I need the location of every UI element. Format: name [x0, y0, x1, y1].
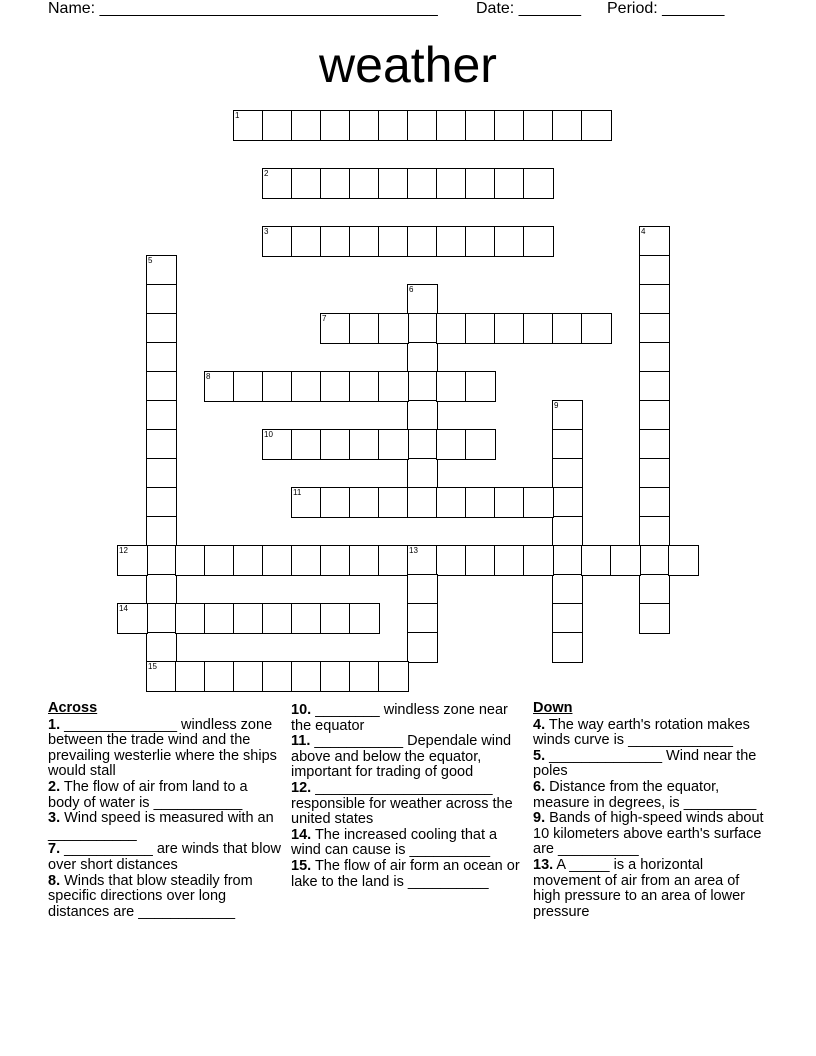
grid-cell[interactable]	[639, 400, 670, 431]
grid-cell[interactable]	[233, 661, 264, 692]
clue-item-number: 2.	[48, 778, 61, 795]
grid-cell[interactable]	[552, 458, 583, 489]
grid-cell[interactable]	[291, 429, 322, 460]
grid-cell[interactable]	[320, 313, 351, 344]
grid-cell[interactable]	[175, 603, 206, 634]
grid-cell[interactable]	[204, 661, 235, 692]
clue-item-text: ______________ Wind near the poles	[533, 747, 757, 780]
grid-cell[interactable]	[494, 487, 525, 518]
grid-cell[interactable]	[349, 226, 380, 257]
clue-number: 10	[264, 430, 273, 439]
page-title: weather	[319, 37, 497, 93]
grid-cell[interactable]	[668, 545, 699, 576]
grid-cell[interactable]	[117, 603, 148, 634]
clue-item-text: The increased cooling that a wind can cause is __________	[291, 826, 498, 859]
grid-cell[interactable]	[262, 371, 293, 402]
grid-cell[interactable]	[465, 110, 496, 141]
clue-item-number: 5.	[533, 747, 546, 764]
clue-item	[533, 780, 767, 811]
grid-cell[interactable]	[639, 574, 670, 605]
grid-cell[interactable]	[639, 226, 670, 257]
grid-cell[interactable]	[262, 545, 293, 576]
grid-cell[interactable]	[378, 429, 409, 460]
clue-item-text: ___________ are winds that blow over short distances	[48, 841, 281, 873]
grid-cell[interactable]	[378, 371, 409, 402]
clue-item-text: Winds that blow steadily from specific directions over long distances are ____________	[48, 872, 253, 920]
grid-cell[interactable]	[378, 168, 409, 199]
grid-cell[interactable]	[523, 168, 554, 199]
grid-cell[interactable]	[146, 661, 177, 692]
down-clue-list	[533, 718, 767, 921]
grid-cell[interactable]	[146, 516, 177, 547]
grid-cell[interactable]	[494, 226, 525, 257]
clue-item-text: ___________ Dependale wind above and below the equator, important for trading of good	[291, 733, 512, 781]
grid-cell[interactable]	[639, 603, 670, 634]
across-clues	[48, 701, 282, 920]
clue-item	[533, 858, 767, 920]
clue-number: 15	[148, 662, 157, 671]
grid-cell[interactable]	[407, 342, 438, 373]
clue-item	[291, 859, 525, 890]
grid-cell[interactable]	[552, 313, 583, 344]
name-field[interactable]: Name: ______________________________________	[48, 0, 438, 17]
grid-cell[interactable]	[610, 545, 641, 576]
grid-cell[interactable]	[146, 603, 177, 634]
clue-number: 8	[206, 372, 211, 381]
grid-cell[interactable]	[349, 661, 380, 692]
grid-cell[interactable]	[146, 545, 177, 576]
clue-item	[291, 734, 525, 781]
grid-cell[interactable]	[552, 487, 583, 518]
grid-cell[interactable]	[407, 429, 438, 460]
grid-cell[interactable]	[552, 574, 583, 605]
grid-cell[interactable]	[465, 313, 496, 344]
grid-cell[interactable]	[552, 632, 583, 663]
across-clue-list-continued	[291, 703, 525, 890]
grid-cell[interactable]	[407, 284, 438, 315]
grid-cell[interactable]	[407, 400, 438, 431]
grid-cell[interactable]	[291, 603, 322, 634]
grid-cell[interactable]	[523, 110, 554, 141]
grid-cell[interactable]	[407, 313, 438, 344]
grid-cell[interactable]	[639, 516, 670, 547]
grid-cell[interactable]	[349, 313, 380, 344]
grid-cell[interactable]	[320, 487, 351, 518]
grid-cell[interactable]	[552, 400, 583, 431]
clue-item-number: 13.	[533, 856, 554, 873]
grid-cell[interactable]	[465, 168, 496, 199]
grid-cell[interactable]	[291, 226, 322, 257]
grid-cell[interactable]	[436, 371, 467, 402]
grid-cell[interactable]	[146, 400, 177, 431]
grid-cell[interactable]	[378, 313, 409, 344]
grid-cell[interactable]	[407, 226, 438, 257]
grid-cell[interactable]	[407, 371, 438, 402]
grid-cell[interactable]	[204, 371, 235, 402]
grid-cell[interactable]	[146, 371, 177, 402]
grid-cell[interactable]	[146, 284, 177, 315]
grid-cell[interactable]	[233, 603, 264, 634]
clue-number: 5	[148, 256, 153, 265]
across-clues-continued	[291, 703, 525, 890]
grid-cell[interactable]	[436, 429, 467, 460]
grid-cell[interactable]	[436, 487, 467, 518]
grid-cell[interactable]	[146, 255, 177, 286]
grid-cell[interactable]	[639, 458, 670, 489]
grid-cell[interactable]	[378, 226, 409, 257]
clue-item	[291, 703, 525, 734]
grid-cell[interactable]	[523, 313, 554, 344]
grid-cell[interactable]	[320, 429, 351, 460]
grid-cell[interactable]	[349, 110, 380, 141]
grid-cell[interactable]	[262, 661, 293, 692]
grid-cell[interactable]	[639, 545, 670, 576]
clue-item-number: 12.	[291, 779, 312, 796]
grid-cell[interactable]	[494, 110, 525, 141]
clue-item-number: 11.	[291, 733, 311, 750]
clue-item	[533, 718, 767, 749]
grid-cell[interactable]	[436, 545, 467, 576]
clue-item-text: Bands of high-speed winds about 10 kilometers above earth's surface are __________	[533, 810, 764, 858]
clue-item-number: 9.	[533, 810, 546, 827]
grid-cell[interactable]	[320, 603, 351, 634]
clue-item-number: 10.	[291, 702, 312, 718]
grid-cell[interactable]	[552, 110, 583, 141]
grid-cell[interactable]	[262, 603, 293, 634]
down-clues	[533, 701, 767, 920]
grid-cell[interactable]	[407, 168, 438, 199]
grid-cell[interactable]	[494, 313, 525, 344]
grid-cell[interactable]	[436, 168, 467, 199]
clue-item-text: A _____ is a horizontal movement of air from an area of high pressure to an area of lower pressure	[533, 856, 745, 920]
clue-number: 13	[409, 546, 418, 555]
clue-item-number: 3.	[48, 810, 61, 827]
grid-cell[interactable]	[552, 429, 583, 460]
grid-cell[interactable]	[146, 574, 177, 605]
clue-number: 3	[264, 227, 269, 236]
grid-cell[interactable]	[233, 545, 264, 576]
grid-cell[interactable]	[581, 545, 612, 576]
grid-cell[interactable]	[407, 110, 438, 141]
clue-item	[48, 811, 282, 842]
grid-cell[interactable]	[349, 371, 380, 402]
grid-cell[interactable]	[204, 545, 235, 576]
grid-cell[interactable]	[233, 110, 264, 141]
grid-cell[interactable]	[262, 110, 293, 141]
grid-cell[interactable]	[523, 226, 554, 257]
clue-item-number: 8.	[48, 872, 61, 889]
clue-item-number: 1.	[48, 716, 61, 733]
clue-number: 12	[119, 546, 128, 555]
clue-item	[48, 718, 282, 780]
grid-cell[interactable]	[639, 429, 670, 460]
grid-cell[interactable]	[378, 661, 409, 692]
clue-item-text: Distance from the equator, measure in degrees, is _________	[533, 778, 757, 811]
grid-cell[interactable]	[552, 545, 583, 576]
grid-cell[interactable]	[349, 429, 380, 460]
grid-cell[interactable]	[639, 487, 670, 518]
grid-cell[interactable]	[523, 487, 554, 518]
grid-cell[interactable]	[465, 226, 496, 257]
grid-cell[interactable]	[175, 545, 206, 576]
grid-cell[interactable]	[349, 487, 380, 518]
across-clue-list	[48, 718, 282, 921]
clue-item-number: 4.	[533, 716, 546, 733]
grid-cell[interactable]	[378, 545, 409, 576]
clue-number: 7	[322, 314, 327, 323]
clue-number: 6	[409, 285, 414, 294]
clue-item	[533, 749, 767, 780]
grid-cell[interactable]	[407, 574, 438, 605]
grid-cell[interactable]	[639, 255, 670, 286]
grid-cell[interactable]	[146, 313, 177, 344]
clue-number: 11	[293, 488, 302, 497]
grid-cell[interactable]	[378, 487, 409, 518]
clue-item-text: ______________ windless zone between the trade wind and the prevailing westerlie where the ships would stall	[48, 716, 277, 780]
grid-cell[interactable]	[117, 545, 148, 576]
grid-cell[interactable]	[465, 545, 496, 576]
grid-cell[interactable]	[494, 545, 525, 576]
grid-cell[interactable]	[146, 429, 177, 460]
grid-cell[interactable]	[407, 487, 438, 518]
grid-cell[interactable]	[494, 168, 525, 199]
grid-cell[interactable]	[552, 516, 583, 547]
grid-cell[interactable]	[639, 342, 670, 373]
grid-cell[interactable]	[523, 545, 554, 576]
grid-cell[interactable]	[146, 342, 177, 373]
clue-number: 9	[554, 401, 559, 410]
clue-number: 4	[641, 227, 646, 236]
clue-item-number: 14.	[291, 826, 312, 843]
clue-number: 1	[235, 111, 240, 120]
grid-cell[interactable]	[262, 226, 293, 257]
grid-cell[interactable]	[552, 603, 583, 634]
grid-cell[interactable]	[465, 429, 496, 460]
clue-number: 14	[119, 604, 128, 613]
grid-cell[interactable]	[320, 661, 351, 692]
grid-cell[interactable]	[320, 371, 351, 402]
grid-cell[interactable]	[291, 545, 322, 576]
grid-cell[interactable]	[349, 603, 380, 634]
across-heading: Across	[48, 700, 98, 716]
grid-cell[interactable]	[407, 603, 438, 634]
grid-cell[interactable]	[320, 226, 351, 257]
grid-cell[interactable]	[320, 168, 351, 199]
grid-cell[interactable]	[291, 371, 322, 402]
grid-cell[interactable]	[204, 603, 235, 634]
date-field[interactable]: Date: _______	[476, 0, 581, 17]
grid-cell[interactable]	[291, 110, 322, 141]
grid-cell[interactable]	[639, 284, 670, 315]
grid-cell[interactable]	[436, 226, 467, 257]
clue-item-number: 15.	[291, 857, 312, 874]
grid-cell[interactable]	[639, 371, 670, 402]
period-field[interactable]: Period: _______	[607, 0, 725, 17]
grid-cell[interactable]	[146, 487, 177, 518]
grid-cell[interactable]	[436, 313, 467, 344]
grid-cell[interactable]	[465, 371, 496, 402]
grid-cell[interactable]	[407, 545, 438, 576]
grid-cell[interactable]	[233, 371, 264, 402]
grid-cell[interactable]	[407, 632, 438, 663]
grid-cell[interactable]	[262, 429, 293, 460]
clue-item-text: The way earth's rotation makes winds curve is _____________	[533, 716, 750, 749]
clue-item-text: ______________________ responsible for weather across the united states	[291, 779, 513, 828]
grid-cell[interactable]	[320, 545, 351, 576]
clue-item	[48, 842, 282, 873]
clue-item	[291, 828, 525, 859]
grid-cell[interactable]	[639, 313, 670, 344]
grid-cell[interactable]	[291, 487, 322, 518]
grid-cell[interactable]	[291, 168, 322, 199]
clue-item-text: The flow of air form an ocean or lake to the land is __________	[291, 857, 520, 890]
clue-item	[291, 781, 525, 828]
down-heading: Down	[533, 700, 573, 716]
grid-cell[interactable]	[349, 545, 380, 576]
clue-item	[48, 780, 282, 811]
clue-item-number: 7.	[48, 841, 61, 858]
grid-cell[interactable]	[465, 487, 496, 518]
grid-cell[interactable]	[581, 313, 612, 344]
grid-cell[interactable]	[349, 168, 380, 199]
clue-item-number: 6.	[533, 778, 546, 795]
grid-cell[interactable]	[262, 168, 293, 199]
grid-cell[interactable]	[378, 110, 409, 141]
clue-item-text: ________ windless zone near the equator	[291, 702, 508, 734]
grid-cell[interactable]	[407, 458, 438, 489]
grid-cell[interactable]	[320, 110, 351, 141]
clue-item	[48, 874, 282, 921]
clue-item-text: The flow of air from land to a body of water is ___________	[48, 778, 248, 811]
grid-cell[interactable]	[291, 661, 322, 692]
grid-cell[interactable]	[581, 110, 612, 141]
clue-number: 2	[264, 169, 269, 178]
grid-cell[interactable]	[146, 632, 177, 663]
grid-cell[interactable]	[175, 661, 206, 692]
grid-cell[interactable]	[146, 458, 177, 489]
clue-item	[533, 811, 767, 858]
clue-item-text: Wind speed is measured with an ___________	[48, 810, 274, 842]
grid-cell[interactable]	[436, 110, 467, 141]
